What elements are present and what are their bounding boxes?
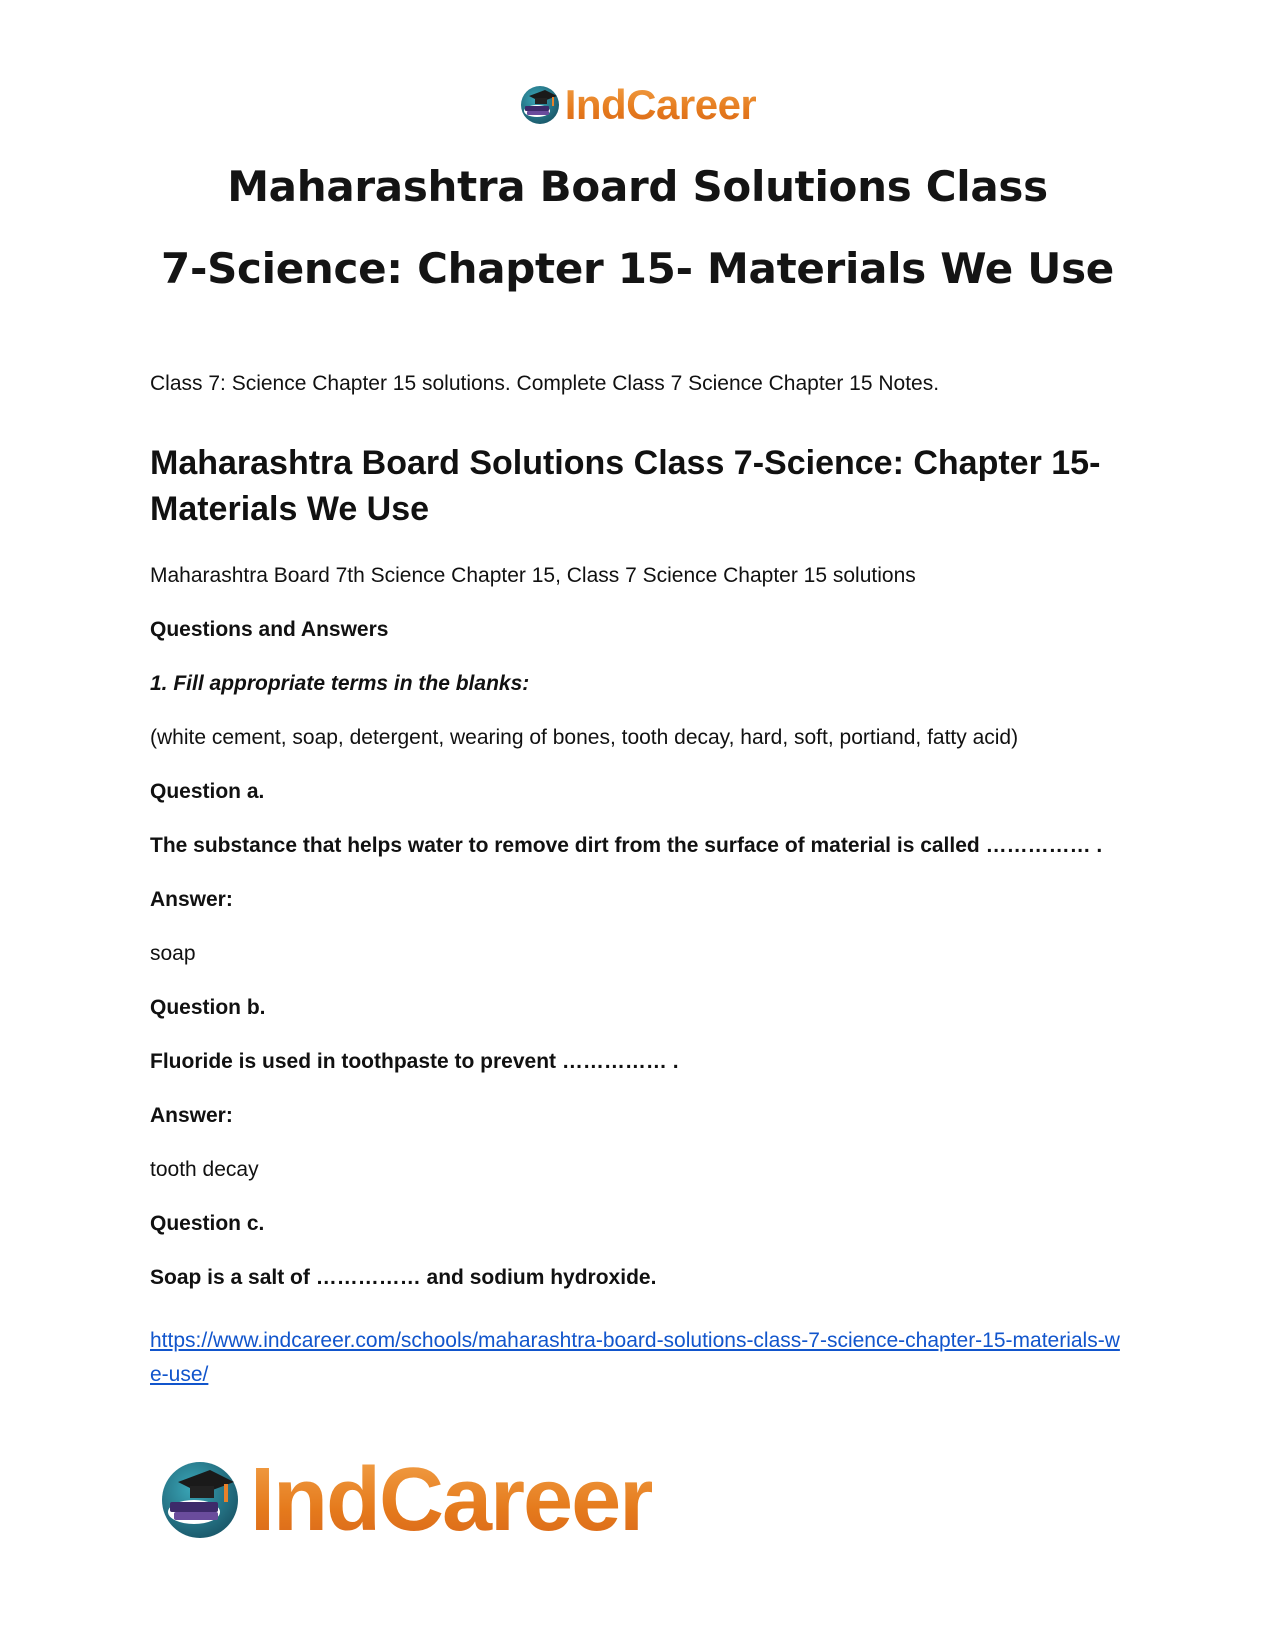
header-logo bbox=[0, 80, 1275, 130]
brand-logo-text: IndCareer bbox=[250, 1450, 653, 1550]
intro-paragraph: Class 7: Science Chapter 15 solutions. Complete Class 7 Science Chapter 15 Notes. bbox=[150, 372, 940, 395]
qa-heading: Questions and Answers bbox=[150, 618, 389, 641]
question-label: Question c. bbox=[150, 1212, 265, 1235]
page-title bbox=[0, 146, 1275, 310]
source-link[interactable]: https://www.indcareer.com/schools/maharashtra-board-solutions-class-7-science-chapter-15-materials-we-use/ bbox=[150, 1329, 1120, 1386]
answer-text: soap bbox=[150, 942, 196, 965]
brand-logo-text: IndCareer bbox=[564, 81, 757, 128]
answer-label: Answer: bbox=[150, 888, 233, 911]
answer-label: Answer: bbox=[150, 1104, 233, 1127]
subtitle-paragraph: Maharashtra Board 7th Science Chapter 15, Class 7 Science Chapter 15 solutions bbox=[150, 564, 916, 587]
section-heading: Maharashtra Board Solutions Class 7-Science: Chapter 15- Materials We Use bbox=[150, 444, 1101, 528]
question-label: Question a. bbox=[150, 780, 265, 803]
page-title-line-2: 7-Science: Chapter 15- Materials We Use bbox=[161, 244, 1114, 293]
exercise-title: 1. Fill appropriate terms in the blanks: bbox=[150, 672, 530, 695]
word-bank: (white cement, soap, detergent, wearing of bones, tooth decay, hard, soft, portiand, fatty acid) bbox=[150, 726, 1019, 749]
page-title-line-1: Maharashtra Board Solutions Class bbox=[227, 162, 1048, 211]
article-body bbox=[150, 370, 1130, 1392]
question-text: Fluoride is used in toothpaste to prevent …………… . bbox=[150, 1050, 679, 1073]
footer-logo bbox=[158, 1452, 652, 1548]
question-text: The substance that helps water to remove dirt from the surface of material is called …………… . bbox=[150, 834, 1103, 857]
graduation-cap-icon bbox=[519, 84, 561, 126]
question-text: Soap is a salt of …………… and sodium hydroxide. bbox=[150, 1266, 657, 1289]
question-label: Question b. bbox=[150, 996, 266, 1019]
graduation-cap-icon bbox=[158, 1458, 242, 1542]
answer-text: tooth decay bbox=[150, 1158, 259, 1181]
